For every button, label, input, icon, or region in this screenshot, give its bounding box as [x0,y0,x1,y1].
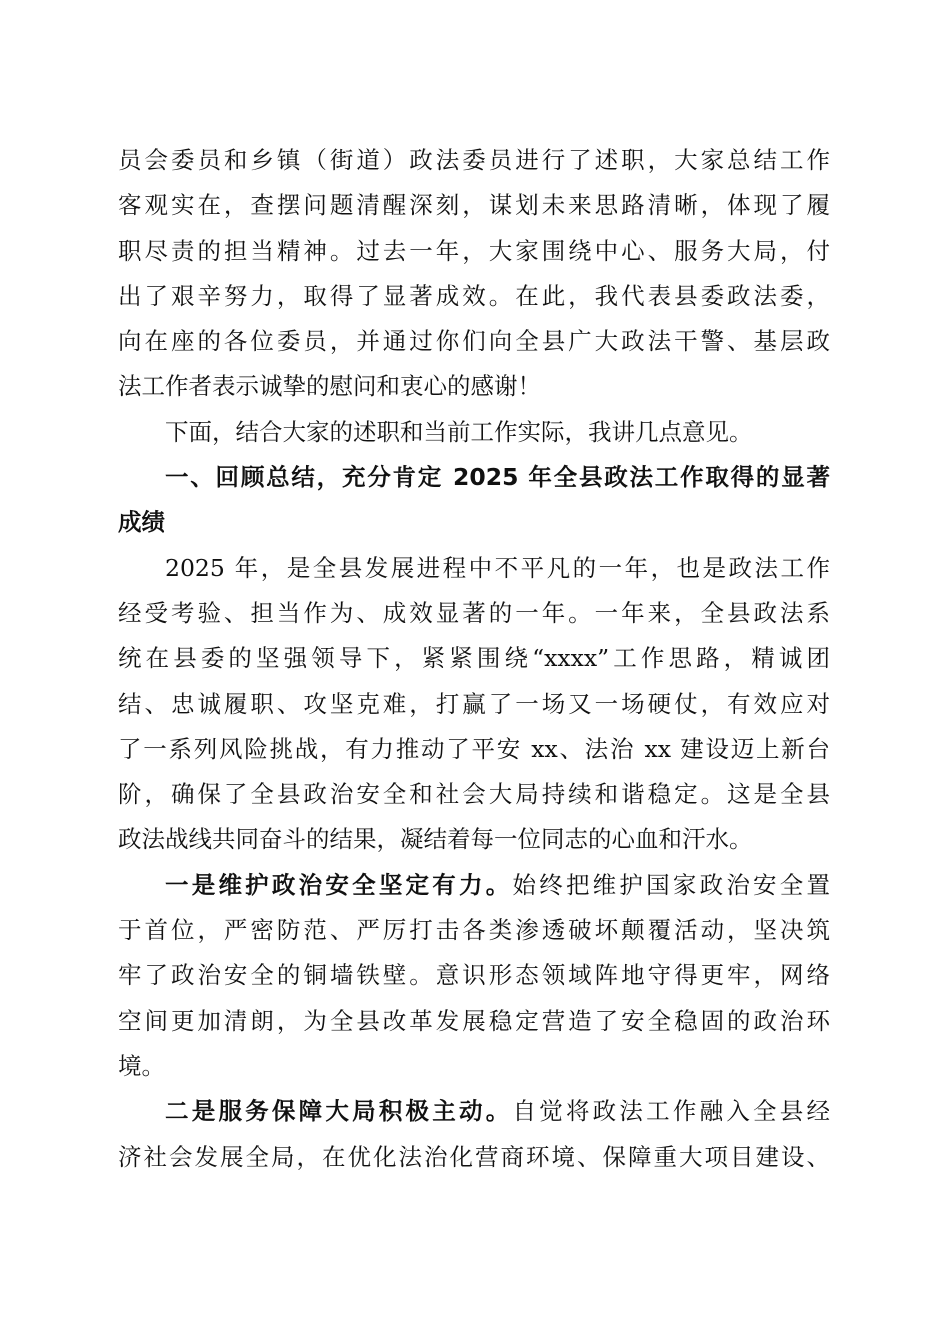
text-span: 自觉将政法工作融入全县经 [512,1097,831,1126]
text-line: 济社会发展全局，在优化法治化营商环境、保障重大项目建设、 [118,1142,830,1171]
text-line [118,1089,830,1134]
paragraph-political-security [118,863,830,1089]
text-span: 始终把维护国家政治安全置 [512,870,831,899]
text-line: 结、忠诚履职、攻坚克难，打赢了一场又一场硬仗，有效应对 [118,689,830,718]
paragraph-service-guarantee [118,1089,830,1180]
text-line: 空间更加清朗，为全县改革发展稳定营造了安全稳固的政治环 [118,1006,830,1035]
heading-line: 成绩 [118,508,165,537]
text-line: 于首位，严密防范、严厉打击各类渗透破坏颠覆活动，坚决筑 [118,916,830,945]
paragraph-lead: 一是维护政治安全坚定有力。 [165,870,513,899]
text-line: 法工作者表示诚挚的慰问和衷心的感谢！ [118,372,541,401]
text-line: 政法战线共同奋斗的结果，凝结着每一位同志的心血和汗水。 [118,825,753,854]
text-line: 境。 [118,1051,165,1080]
text-line: 员会委员和乡镇（街道）政法委员进行了述职，大家总结工作 [118,146,830,174]
text-line: 出了艰辛努力，取得了显著成效。在此，我代表县委政法委， [118,281,830,310]
text-line: 客观实在，查摆问题清醒深刻，谋划未来思路清晰，体现了履 [118,191,830,220]
text-line [118,863,830,908]
text-line: 了一系列风险挑战，有力推动了平安 xx、法治 xx 建设迈上新台 [118,734,830,763]
paragraph-summary [118,546,830,863]
section-heading [118,455,830,546]
paragraph-intro [118,138,830,410]
text-line: 职尽责的担当精神。过去一年，大家围绕中心、服务大局，付 [118,236,830,265]
text-line: 牢了政治安全的铜墙铁壁。意识形态领域阵地守得更牢，网络 [118,961,830,990]
text-line: 统在县委的坚强领导下，紧紧围绕“xxxx”工作思路，精诚团 [118,644,830,673]
document-page [118,138,830,1180]
paragraph-transition [118,410,830,455]
text-line: 向在座的各位委员，并通过你们向全县广大政法干警、基层政 [118,327,830,356]
text-line: 阶，确保了全县政治安全和社会大局持续和谐稳定。这是全县 [118,780,830,809]
text-line: 2025 年，是全县发展进程中不平凡的一年，也是政法工作 [165,553,830,582]
text-line: 下面，结合大家的述职和当前工作实际，我讲几点意见。 [165,417,753,446]
heading-line: 一、回顾总结，充分肯定 2025 年全县政法工作取得的显著 [165,463,830,492]
text-line: 经受考验、担当作为、成效显著的一年。一年来，全县政法系 [118,598,830,627]
paragraph-lead: 二是服务保障大局积极主动。 [165,1097,513,1126]
